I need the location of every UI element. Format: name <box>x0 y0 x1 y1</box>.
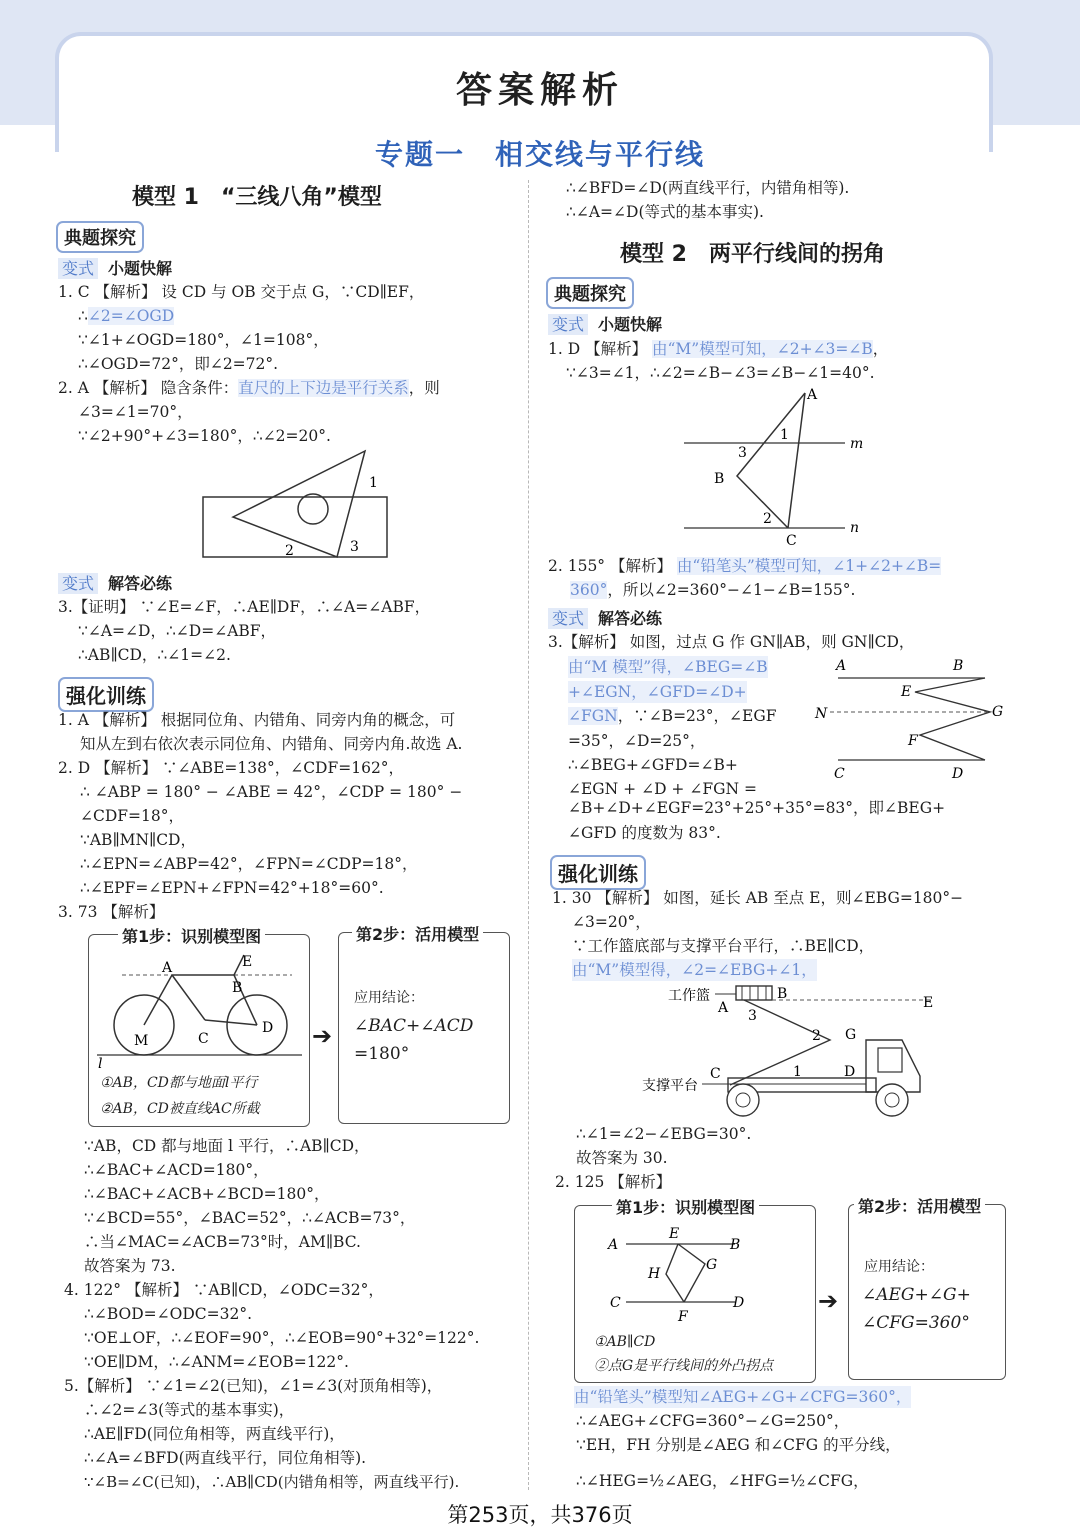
answer-line: +∠EGN，∠GFD=∠D+ <box>568 683 747 701</box>
label-F: F <box>678 1309 688 1325</box>
answer-line: ∵∠1+∠OGD=180°，∠1=108°， <box>78 331 329 349</box>
label-E: E <box>901 684 912 700</box>
bicycle-figure <box>92 950 307 1070</box>
label-G: G <box>706 1257 718 1273</box>
answer-line: ∴∠BAC+∠ACB+∠BCD=180°， <box>84 1185 330 1203</box>
answer-line <box>78 305 174 327</box>
answer-line <box>548 338 888 360</box>
answer-line: ∴∠2=∠3(等式的基本事实)， <box>84 1401 295 1419</box>
topic-title: 专题一 相交线与平行线 <box>374 138 705 171</box>
answer-line: ∴AB∥CD，∴∠1=∠2. <box>78 646 231 664</box>
answer-line: ∵OE∥DM，∴∠ANM=∠EOB=122°. <box>84 1353 349 1371</box>
subsection-label: 小题快解 <box>108 259 173 278</box>
label-1: 1 <box>780 427 789 443</box>
apply-label: 应用结论： <box>864 1259 934 1275</box>
answer-line: ∴∠A=∠BFD(两直线平行，同位角相等). <box>84 1449 367 1467</box>
answer-line: ∴∠EPF=∠EPN+∠FPN=42°+18°=60°. <box>80 879 384 897</box>
answer-line: 1. C 【解析】 设 CD 与 OB 交于点 G，∵CD∥EF， <box>58 283 425 301</box>
label-C: C <box>786 533 797 548</box>
variant-tag: 变式 <box>58 573 98 594</box>
subsection-jieda <box>58 571 172 594</box>
label-D: D <box>733 1295 745 1311</box>
answer-line: ∠3=∠1=70°， <box>78 403 193 421</box>
variant-tag: 变式 <box>548 314 588 335</box>
condition-1: ①AB∥CD <box>594 1334 656 1350</box>
label-2: 2 <box>763 511 772 527</box>
result-line: ∠AEG+∠G+ <box>862 1285 971 1305</box>
answer-line <box>570 579 855 601</box>
answer-line: ∵AB∥MN∥CD， <box>80 831 196 849</box>
label-B: B <box>730 1237 741 1253</box>
step2-label: 第2步：活用模型 <box>854 1194 985 1217</box>
highlight-text: 360° <box>570 581 608 599</box>
label-E: E <box>923 995 934 1011</box>
answer-line: 知从左到右依次表示同位角、内错角、同旁内角.故选 A. <box>80 735 463 753</box>
label-N: N <box>815 706 828 722</box>
label-D: D <box>844 1064 856 1080</box>
label-2: 2 <box>812 1028 821 1044</box>
subsection-xiaoti <box>548 312 662 335</box>
answer-line: 4. 122° 【解析】 ∵AB∥CD，∠ODC=32°， <box>64 1281 384 1299</box>
arrow-icon: ➔ <box>818 1287 839 1315</box>
answer-line: ∴∠BFD=∠D(两直线平行，内错角相等). <box>566 179 850 197</box>
step1-label: 第1步：识别模型图 <box>118 924 265 947</box>
text: 1. D 【解析】 <box>548 340 652 358</box>
label-C: C <box>834 766 845 782</box>
highlight-text: ∠2=∠OGD <box>87 307 175 325</box>
answer-line: ∴∠BEG+∠GFD=∠B+ <box>568 756 738 774</box>
label-C: C <box>198 1031 209 1047</box>
label-A: A <box>608 1237 619 1253</box>
section-badge-dianti: 典题探究 <box>546 277 634 309</box>
label-F: F <box>908 733 918 749</box>
label-3: 3 <box>350 539 359 555</box>
label-H: H <box>648 1266 661 1282</box>
answer-line: 2. 125 【解析】 <box>555 1173 672 1191</box>
apply-label: 应用结论： <box>354 990 424 1006</box>
answer-line: ∴∠AEG+∠CFG=360°−∠G=250°， <box>576 1412 850 1430</box>
section-badge-qianghua: 强化训练 <box>550 855 646 890</box>
result-line: ∠BAC+∠ACD <box>354 1016 474 1036</box>
highlight-text: ∠FGN <box>568 707 618 725</box>
label-basket: 工作篮 <box>668 988 710 1004</box>
text: ，∵∠B=23°，∠EGF <box>617 707 777 725</box>
subsection-label: 解答必练 <box>598 609 663 628</box>
label-1: 1 <box>369 475 378 491</box>
answer-line: ∵∠BCD=55°，∠BAC=52°，∴∠ACB=73°， <box>84 1209 416 1227</box>
model-2-heading: 模型 2 两平行线间的拐角 <box>620 242 885 267</box>
answer-line: ∴∠OGD=72°，即∠2=72°. <box>78 355 279 373</box>
subsection-jieda <box>548 606 662 629</box>
highlight-text: 由“铅笔头”模型可知，∠1+∠2+∠B= <box>676 557 942 575</box>
answer-line: 故答案为 73. <box>84 1257 176 1275</box>
label-A: A <box>836 658 847 674</box>
label-E: E <box>242 954 253 970</box>
answer-line: 1. 30 【解析】 如图，延长 AB 至点 E，则∠EBG=180°− <box>552 889 964 907</box>
label-A: A <box>807 387 818 403</box>
label-m: m <box>850 436 864 452</box>
label-D: D <box>952 766 964 782</box>
label-platform: 支撑平台 <box>642 1078 698 1094</box>
m-model-figure <box>680 383 880 548</box>
answer-line: 5.【解析】 ∵∠1=∠2(已知)，∠1=∠3(对顶角相等)， <box>64 1377 443 1395</box>
subsection-xiaoti <box>58 256 172 279</box>
answer-line: ∠3=20°， <box>572 913 651 931</box>
answer-line: ∵∠A=∠D，∴∠D=∠ABF， <box>78 622 277 640</box>
label-3: 3 <box>748 1008 757 1024</box>
answer-line: 2. D 【解析】 ∵∠ABE=138°，∠CDF=162°， <box>58 759 405 777</box>
answer-line: ∠B+∠D+∠EGF=23°+25°+35°=83°，即∠BEG+ <box>568 799 946 817</box>
model-1-heading: 模型 1 “三线八角”模型 <box>132 185 382 210</box>
answer-line: ∴当∠MAC=∠ACB=73°时，AM∥BC. <box>84 1233 361 1251</box>
answer-line: 由“M 模型”得，∠BEG=∠B <box>568 658 768 676</box>
condition-2: ②点G是平行线间的外凸拐点 <box>594 1358 774 1374</box>
label-B: B <box>714 471 725 487</box>
answer-line: ∴ ∠ABP = 180° − ∠ABE = 42°，∠CDP = 180° − <box>80 783 463 801</box>
condition-1: ①AB，CD都与地面l平行 <box>100 1075 258 1091</box>
page-title: 答案解析 <box>455 70 624 111</box>
answer-line: 1. A 【解析】 根据同位角、内错角、同旁内角的概念，可 <box>58 711 456 729</box>
label-C: C <box>710 1066 721 1082</box>
answer-line: =35°，∠D=25°， <box>568 732 706 750</box>
highlight-text: 直尺的上下边是平行关系 <box>238 379 409 397</box>
text: ， <box>872 340 889 358</box>
answer-line: ∴∠1=∠2−∠EBG=30°. <box>576 1125 752 1143</box>
subsection-label: 小题快解 <box>598 315 663 334</box>
truck-figure <box>640 980 940 1120</box>
label-A: A <box>718 1000 729 1016</box>
answer-line: ∵∠3=∠1，∴∠2=∠B−∠3=∠B−∠1=40°. <box>566 364 875 382</box>
ruler-triangle-figure <box>195 445 395 565</box>
answer-line: ∵EH，FH 分别是∠AEG 和∠CFG 的平分线， <box>576 1436 901 1454</box>
variant-tag: 变式 <box>548 608 588 629</box>
zigzag-figure <box>810 650 1020 785</box>
answer-line: ∠CDF=18°， <box>80 807 184 825</box>
answer-line <box>548 555 941 577</box>
step2-label: 第2步：活用模型 <box>352 922 483 945</box>
text: 2. A 【解析】 隐含条件： <box>58 379 239 397</box>
highlight-text: 由“M”模型可知，∠2+∠3=∠B <box>652 340 873 358</box>
condition-2: ②AB，CD被直线AC所截 <box>100 1101 260 1117</box>
arrow-icon: ➔ <box>312 1022 333 1050</box>
section-badge-qianghua: 强化训练 <box>58 677 154 712</box>
answer-line: ∴∠BOD=∠ODC=32°. <box>84 1305 253 1323</box>
text: ，则 <box>408 379 440 397</box>
answer-line: ∴∠EPN=∠ABP=42°，∠FPN=∠CDP=18°， <box>80 855 418 873</box>
column-divider <box>528 180 529 1490</box>
answer-line: ∵∠2+90°+∠3=180°，∴∠2=20°. <box>78 427 331 445</box>
answer-line: ∵AB，CD 都与地面 l 平行，∴AB∥CD， <box>84 1137 370 1155</box>
answer-line: ∴∠HEG=½∠AEG，∠HFG=½∠CFG， <box>576 1472 869 1490</box>
result-line: ∠CFG=360° <box>862 1313 970 1333</box>
variant-tag: 变式 <box>58 258 98 279</box>
answer-line: 故答案为 30. <box>576 1149 668 1167</box>
answer-line: 由“M”模型得，∠2=∠EBG+∠1， <box>572 961 817 979</box>
answer-line: ∵工作篮底部与支撑平台平行，∴BE∥CD， <box>572 937 875 955</box>
answer-line: 3.【解析】 如图，过点 G 作 GN∥AB，则 GN∥CD， <box>548 633 915 651</box>
answer-line: ∠EGN + ∠D + ∠FGN = <box>568 780 757 798</box>
answer-line: ∠GFD 的度数为 83°. <box>568 824 721 842</box>
label-A: A <box>162 960 173 976</box>
label-B: B <box>232 980 243 996</box>
answer-line: ∴∠A=∠D(等式的基本事实). <box>566 203 764 221</box>
answer-line <box>568 705 776 727</box>
subsection-label: 解答必练 <box>108 574 173 593</box>
label-E: E <box>669 1226 680 1242</box>
label-G: G <box>845 1027 857 1043</box>
answer-line: ∴∠BAC+∠ACD=180°， <box>84 1161 269 1179</box>
answer-line: 3.【证明】 ∵∠E=∠F，∴AE∥DF，∴∠A=∠ABF， <box>58 598 431 616</box>
answer-line: ∵∠B=∠C(已知)，∴AB∥CD(内错角相等，两直线平行). <box>84 1473 460 1491</box>
label-B: B <box>953 658 964 674</box>
label-B: B <box>777 986 788 1002</box>
section-badge-dianti: 典题探究 <box>56 221 144 253</box>
text: 2. 155° 【解析】 <box>548 557 677 575</box>
label-G: G <box>992 704 1004 720</box>
label-D: D <box>262 1020 274 1036</box>
answer-line: ∵OE⊥OF，∴∠EOF=90°，∴∠EOB=90°+32°=122°. <box>84 1329 480 1347</box>
answer-line: 3. 73 【解析】 <box>58 903 165 921</box>
label-1: 1 <box>793 1064 802 1080</box>
label-l: l <box>98 1056 103 1070</box>
label-C: C <box>610 1295 621 1311</box>
text: ∴ <box>78 307 88 325</box>
answer-line: 由“铅笔头”模型知∠AEG+∠G+∠CFG=360°， <box>574 1388 912 1406</box>
page-footer: 第253页，共376页 <box>447 1503 633 1527</box>
result-line: =180° <box>354 1044 410 1064</box>
answer-line <box>58 377 440 399</box>
answer-line: ∴AE∥FD(同位角相等，两直线平行)， <box>84 1425 345 1443</box>
label-2: 2 <box>285 543 294 559</box>
pencil-model-figure <box>600 1222 800 1327</box>
label-3: 3 <box>738 445 747 461</box>
step1-label: 第1步：识别模型图 <box>612 1195 759 1218</box>
label-n: n <box>850 520 860 536</box>
text: ，所以∠2=360°−∠1−∠B=155°. <box>607 581 856 599</box>
label-M: M <box>134 1033 149 1049</box>
